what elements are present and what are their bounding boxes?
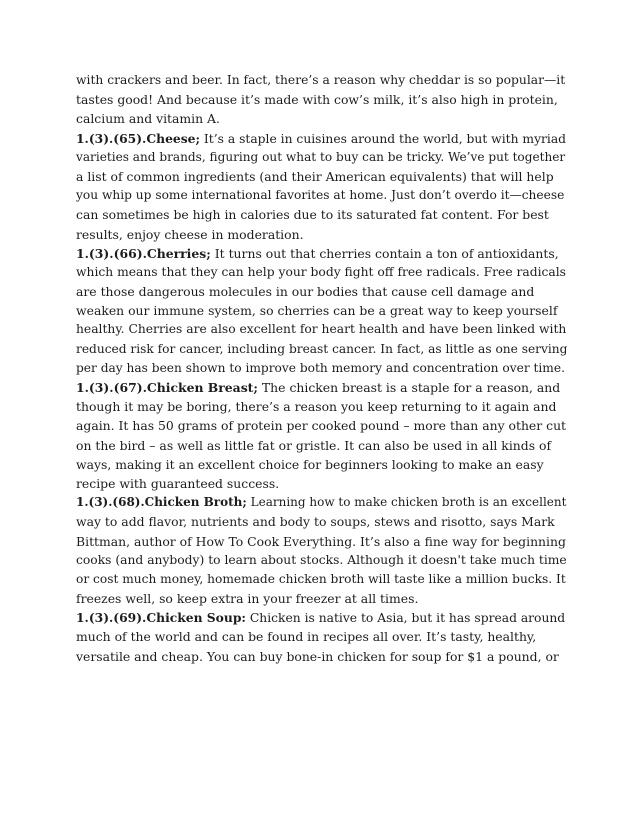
text-line: varieties and brands, figuring out what to buy can be tricky. We’ve put together	[76, 149, 566, 164]
text-line: ways, making it an excellent choice for beginners looking to make an easy	[76, 456, 544, 472]
text-line: a list of common ingredients (and their American equivalents) that will help	[76, 168, 554, 184]
text-line: on the bird – as well as little fat or gristle. It can also be used in all kinds of	[76, 437, 552, 453]
text-line: which means that they can help your body fight off free radicals. Free radicals	[76, 264, 566, 279]
text-line: recipe with guaranteed success.	[76, 475, 280, 491]
text-line: you whip up some international favorites at home. Just don’t overdo it—cheese	[76, 188, 565, 203]
text-line: again. It has 50 grams of protein per cooked pound – more than any other cut	[76, 418, 567, 434]
entry-heading-chicken-breast: 1.(3).(67).Chicken Breast;	[76, 380, 258, 395]
text-line: per day has been shown to improve both memory and concentration over time.	[76, 360, 565, 375]
text-line: freezes well, so keep extra in your freezer at all times.	[76, 591, 419, 607]
text-line	[76, 244, 568, 263]
text-line: versatile and cheap. You can buy bone-in chicken for soup for $1 a pound, or	[76, 648, 559, 664]
text-line: way to add flavor, nutrients and body to soups, stews and risotto, says Mark	[76, 514, 555, 530]
text-line: can sometimes be high in calories due to its saturated fat content. For best	[76, 207, 549, 223]
text-line: with crackers and beer. In fact, there’s a reason why cheddar is so popular—it	[76, 73, 566, 87]
text-line: results, enjoy cheese in moderation.	[76, 226, 304, 242]
text-line	[76, 608, 568, 627]
entry-heading-cheese: 1.(3).(65).Cheese;	[76, 130, 201, 146]
paragraph-chicken-broth	[76, 493, 568, 608]
entry-text: The chicken breast is a staple for a reason, and	[257, 380, 561, 395]
text-line: Bittman, author of How To Cook Everything. It’s also a fine way for beginning	[76, 533, 566, 549]
text-line	[76, 493, 568, 512]
text-line	[76, 129, 568, 148]
text-line: weaken our immune system, so cherries can be a great way to keep yourself	[76, 303, 558, 319]
paragraph-chicken-soup	[76, 608, 568, 666]
text-line: tastes good! And because it’s made with cow’s milk, it’s also high in protein,	[76, 92, 558, 108]
text-line: though it may be boring, there’s a reason you keep returning to it again and	[76, 399, 557, 415]
text-line: calcium and vitamin A.	[76, 111, 220, 127]
text-line: healthy. Cherries are also excellent for heart health and have been linked with	[76, 322, 567, 337]
text-line: reduced risk for cancer, including breast cancer. In fact, as little as one serving	[76, 341, 568, 356]
text-line: are those dangerous molecules in our bodies that cause cell damage and	[76, 284, 535, 300]
text-line	[76, 378, 568, 397]
paragraph-cherries	[76, 244, 568, 378]
text-line: much of the world and can be found in recipes all over. It’s tasty, healthy,	[76, 629, 537, 645]
entry-heading-cherries: 1.(3).(66).Cherries;	[76, 245, 211, 261]
paragraph-cheese	[76, 129, 568, 244]
text-line: or cost much money, homemade chicken broth will taste like a million bucks. It	[76, 571, 566, 586]
entry-text: Learning how to make chicken broth is an excellent	[246, 495, 567, 510]
entry-text: It’s a staple in cuisines around the world, but with myriad	[200, 131, 567, 146]
entry-heading-chicken-broth: 1.(3).(68).Chicken Broth;	[76, 495, 247, 510]
paragraph-cheddar-continuation	[76, 71, 568, 129]
entry-heading-chicken-soup: 1.(3).(69).Chicken Soup:	[76, 610, 246, 626]
paragraph-chicken-breast	[76, 378, 568, 493]
text-line: cooks (and anybody) to learn about stocks. Although it doesn't take much time	[76, 552, 567, 567]
entry-text: It turns out that cherries contain a ton of antioxidants,	[210, 245, 559, 261]
page-body-text	[76, 71, 568, 666]
entry-text: Chicken is native to Asia, but it has spread around	[245, 611, 566, 626]
